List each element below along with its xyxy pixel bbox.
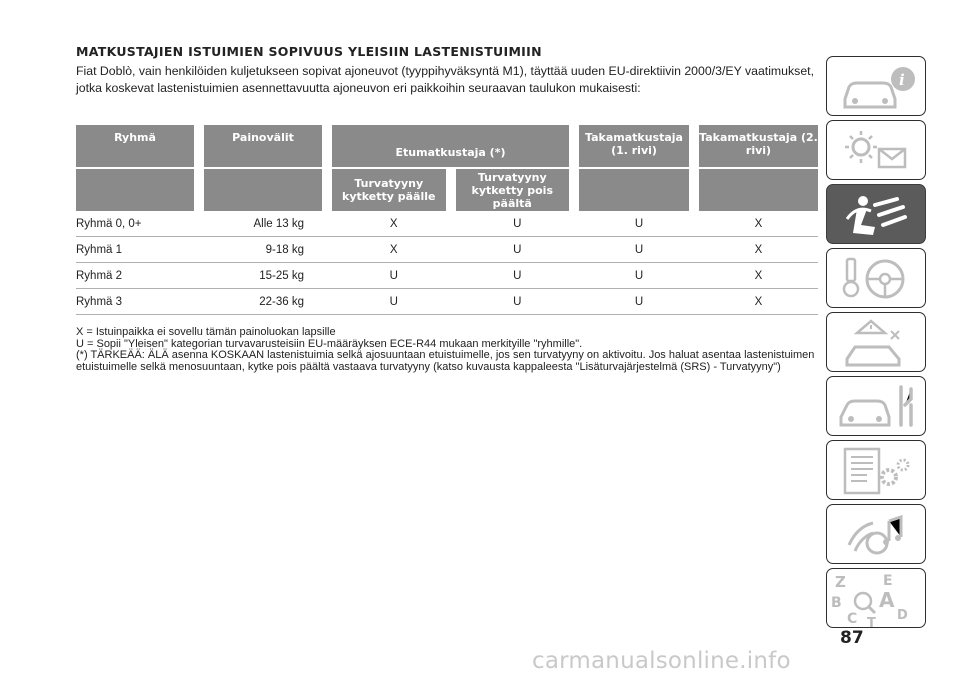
cell-rear-row1: U [579,289,699,315]
cell-airbag-off: U [513,217,522,230]
cell-airbag-off: U [513,295,522,308]
cell-group: Ryhmä 2 [76,263,204,289]
car-accident-icon [827,313,926,372]
cell-front-passenger [332,289,579,315]
cell-group: Ryhmä 1 [76,237,204,263]
table-row [76,263,818,289]
header-group: Ryhmä [76,125,204,167]
seat-airbag-icon [827,185,926,244]
cell-front-passenger [332,211,579,237]
note-x: X = Istuinpaikka ei sovellu tämän painoluokan lapsille [76,326,336,338]
cell-front-passenger [332,237,579,263]
note-important: (*) TÄRKEÄÄ: ÄLÄ asenna KOSKAAN lastenistuimia selkä ajosuuntaan etuistuimelle, jos sen turvatyyny on aktivoitu. Jos haluat asentaa lastenistuimen etuistuimelle selkä menosuuntaan, kytke pois päältä vastaava turvatyyny (katso kuvausta kappaleesta "Lisäturvajärjestelmä (SRS) - Turvatyyny") [76,349,815,373]
tab-starting-driving[interactable] [826,248,926,308]
child-seat-table [76,125,818,315]
tab-warning-lights[interactable] [826,120,926,180]
cell-group: Ryhmä 0, 0+ [76,211,204,237]
index-letter-e: E [883,573,893,589]
note-u: U = Sopii "Yleisen" kategorian turvavarusteisiin EU-määräyksen ECE-R44 mukaan merkityille "ryhmille". [76,337,583,350]
subheader-empty [579,167,699,211]
header-rear-row2: Takamatkustaja (2. rivi) [699,125,818,167]
document-gears-icon [827,441,926,500]
subheader-empty [76,167,204,211]
cell-weight: 15-25 kg [204,263,332,289]
cell-airbag-off: U [513,243,522,256]
cell-rear-row1: U [579,237,699,263]
header-front-passenger: Etumatkustaja (*) [332,125,579,167]
table-notes [76,327,818,373]
cell-group: Ryhmä 3 [76,289,204,315]
index-letter-b: B [831,595,842,611]
cell-rear-row2: X [699,211,818,237]
tab-car-info[interactable] [826,56,926,116]
table-row [76,211,818,237]
cell-airbag-on: U [389,295,398,308]
key-steering-wheel-icon [827,249,926,308]
svg-text:i: i [899,71,905,89]
tab-maintenance[interactable] [826,376,926,436]
table-row [76,289,818,315]
alphabet-index-icon [827,569,926,628]
cell-weight: 22-36 kg [204,289,332,315]
cell-airbag-off: U [513,269,522,282]
tab-multimedia[interactable] [826,504,926,564]
index-letter-z: Z [835,573,846,591]
cell-rear-row1: U [579,263,699,289]
tab-safety[interactable] [826,184,926,244]
index-letter-a: A [879,588,895,612]
table-header-row [76,125,818,167]
cell-rear-row2: X [699,237,818,263]
page-title: MATKUSTAJIEN ISTUIMIEN SOPIVUUS YLEISIIN LASTENISTUIMIIN [76,44,542,59]
table-subheader-row [76,167,818,211]
cell-airbag-on: X [389,243,398,256]
car-info-icon [827,57,926,116]
header-rear-row1: Takamatkustaja (1. rivi) [579,125,699,167]
music-navigation-icon [827,505,926,564]
cell-rear-row1: U [579,211,699,237]
index-letter-c: C [847,611,858,627]
tab-index[interactable] [826,568,926,628]
subheader-empty [204,167,332,211]
header-weight: Painovälit [204,125,332,167]
watermark: carmanualsonline.info [532,648,791,674]
cell-airbag-on: U [389,269,398,282]
cell-front-passenger [332,263,579,289]
page-number: 87 [840,628,864,648]
tab-emergency[interactable] [826,312,926,372]
subheader-airbag-off: Turvatyyny kytketty pois päältä [456,169,570,211]
subheader-empty [699,167,818,211]
cell-airbag-on: X [389,217,398,230]
cell-rear-row2: X [699,263,818,289]
cell-weight: 9-18 kg [204,237,332,263]
subheader-airbag-split [332,167,579,211]
cell-weight: Alle 13 kg [204,211,332,237]
index-letter-d: D [897,608,908,623]
index-letter-t: T [867,616,876,629]
subheader-airbag-on: Turvatyyny kytketty päälle [332,169,446,211]
cell-rear-row2: X [699,289,818,315]
table-row [76,237,818,263]
car-tools-icon [827,377,926,436]
tab-technical-data[interactable] [826,440,926,500]
warning-lights-icon [827,121,926,180]
intro-paragraph: Fiat Doblò, vain henkilöiden kuljetukseen sopivat ajoneuvot (tyyppihyväksyntä M1), täyttää uuden EU-direktiivin 2000/3/EY vaatimukset, jotka koskevat lastenistuimien asennettavuutta ajoneuvon eri paikkoihin seuraavan taulukon mukaisesti: [76,64,814,95]
